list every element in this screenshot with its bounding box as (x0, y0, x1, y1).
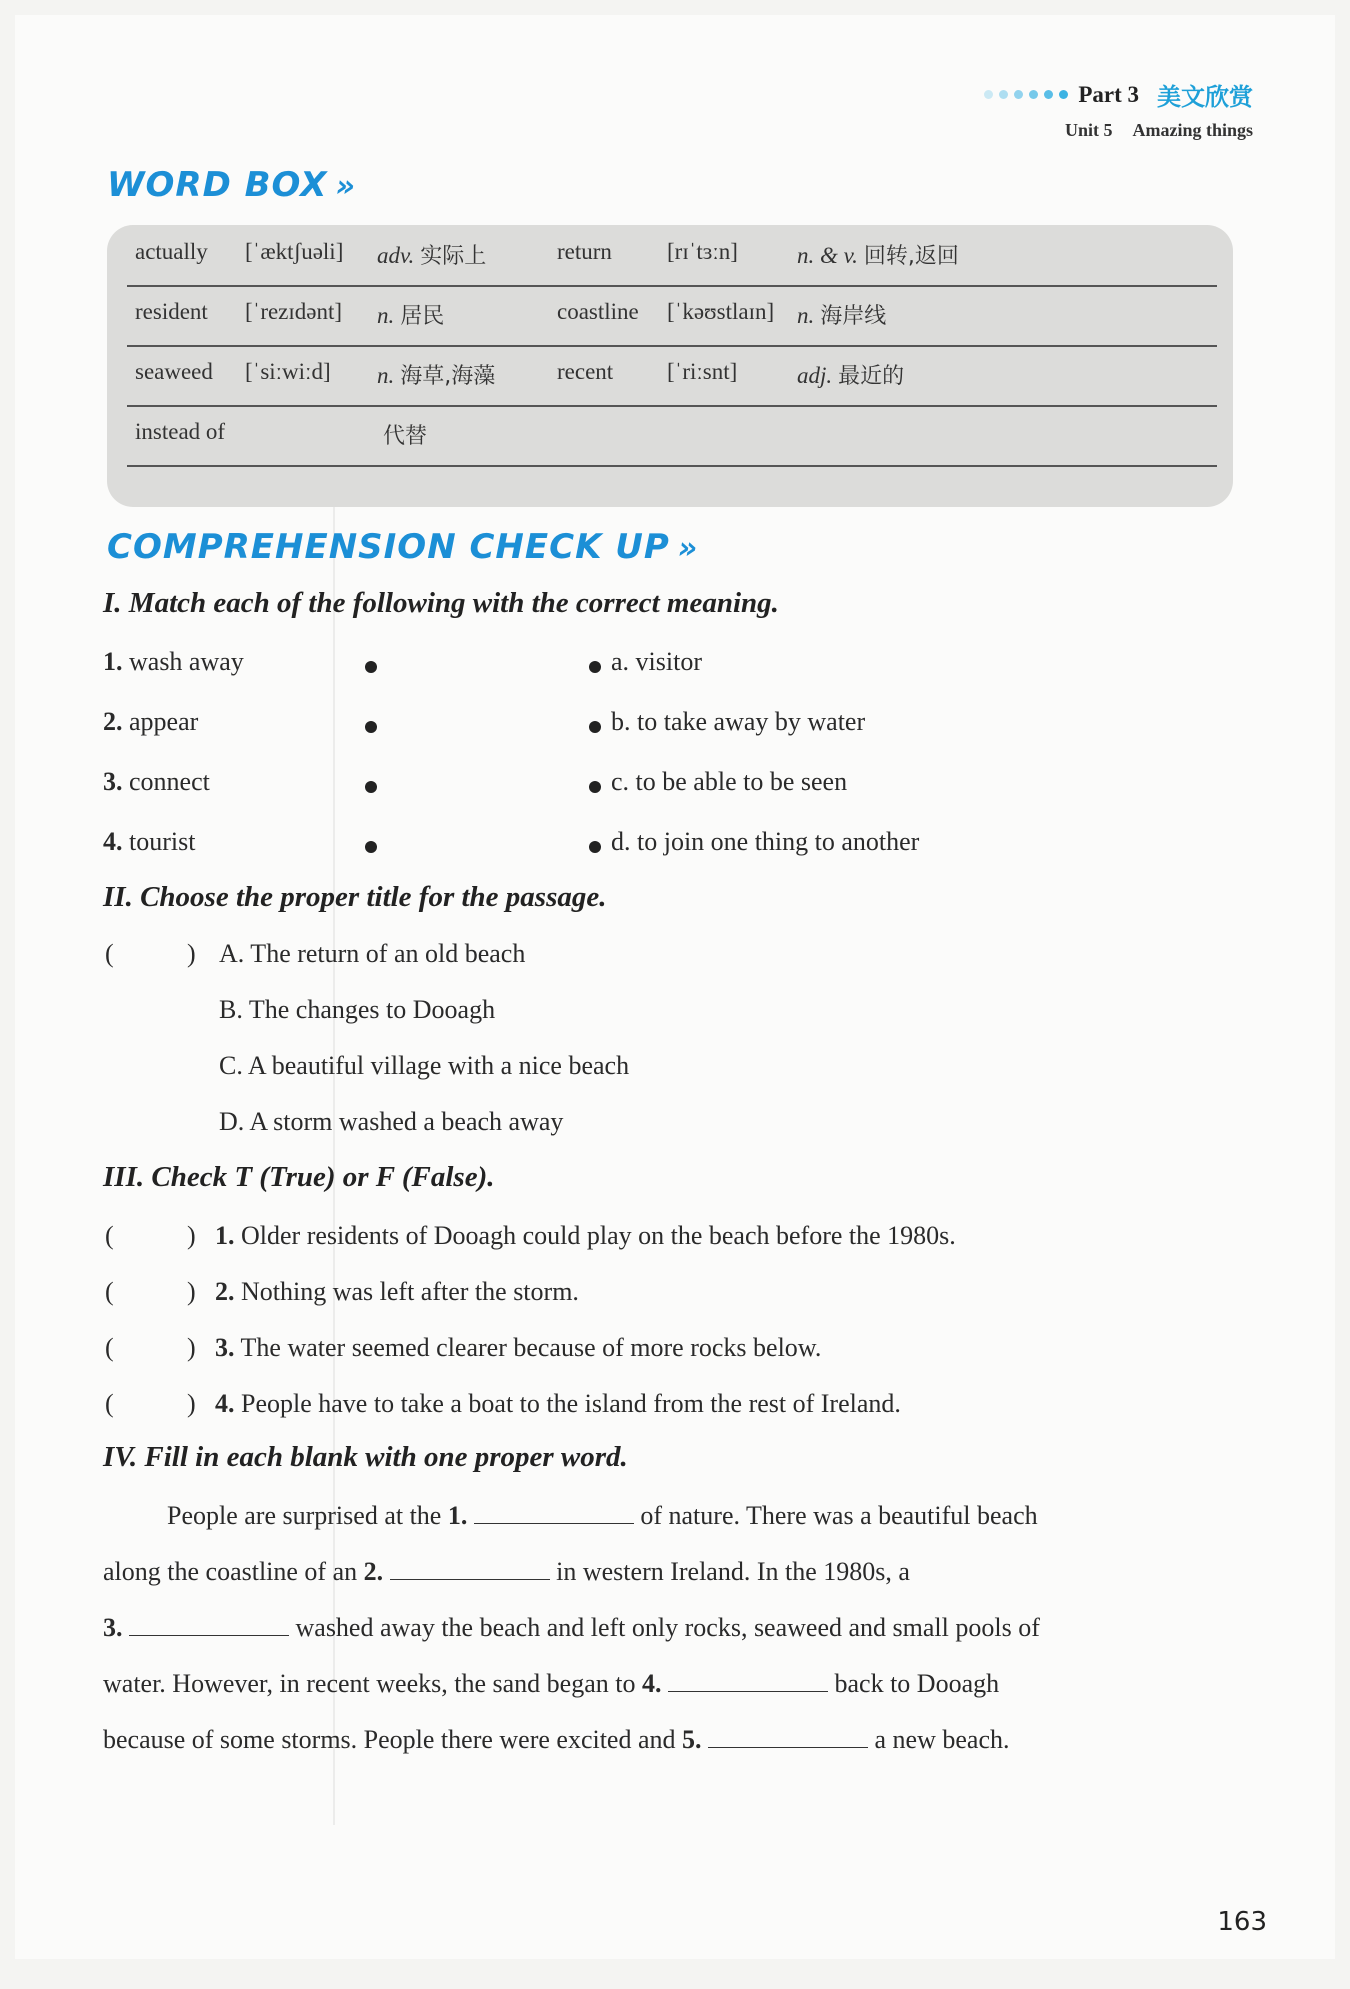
passage-line: People are surprised at the 1. of nature. There was a beautiful beach (167, 1501, 1038, 1530)
phonetic: [ˈsiːwiːd] (245, 359, 331, 384)
phonetic: [ˈæktʃuəli] (245, 239, 344, 264)
fill-blank-1[interactable] (474, 1501, 634, 1524)
answer-paren-open[interactable]: ( (105, 939, 114, 968)
exercise-2-title: II. Choose the proper title for the passage. (103, 881, 607, 913)
word: instead of (135, 419, 226, 444)
definition: adv. 实际上 (377, 243, 487, 269)
word-row (127, 405, 1217, 467)
definition: 代替 (383, 424, 428, 449)
answer-paren-open[interactable]: ( (105, 1277, 114, 1306)
comprehension-heading: COMPREHENSION CHECK UP » (107, 527, 699, 567)
fill-blank-5[interactable] (708, 1725, 868, 1748)
fill-blank-2[interactable] (390, 1557, 550, 1580)
word: resident (135, 299, 208, 324)
answer-paren-open[interactable]: ( (105, 1333, 114, 1362)
option: B. The changes to Dooagh (219, 995, 496, 1024)
match-dot-left[interactable] (365, 661, 377, 673)
match-left-item: 4. tourist (103, 827, 196, 856)
word: return (557, 239, 612, 264)
answer-paren-close[interactable]: ) (187, 1389, 196, 1418)
answer-paren-open[interactable]: ( (105, 1389, 114, 1418)
word: seaweed (135, 359, 213, 384)
phonetic: [ˈrezɪdənt] (245, 299, 343, 324)
passage-line: along the coastline of an 2. in western Ireland. In the 1980s, a (103, 1557, 910, 1586)
fill-blank-3[interactable] (129, 1613, 289, 1636)
answer-paren-close[interactable]: ) (187, 1221, 196, 1250)
match-right-item: b. to take away by water (611, 707, 866, 736)
match-dot-left[interactable] (365, 721, 377, 733)
exercise-3-title: III. Check T (True) or F (False). (103, 1161, 495, 1193)
definition: n. & v. 回转,返回 (797, 243, 959, 269)
part-title: 美文欣赏 (1157, 83, 1253, 111)
match-left-item: 2. appear (103, 707, 199, 736)
word: actually (135, 239, 208, 264)
match-dot-left[interactable] (365, 841, 377, 853)
definition: adj. 最近的 (797, 363, 905, 389)
match-right-item: d. to join one thing to another (611, 827, 920, 856)
definition: n. 海草,海藻 (377, 363, 496, 389)
answer-paren-close[interactable]: ) (187, 1333, 196, 1362)
answer-paren-close[interactable]: ) (187, 939, 196, 968)
textbook-page (15, 15, 1335, 1959)
match-dot-right[interactable] (589, 841, 601, 853)
match-left-item: 1. wash away (103, 647, 244, 676)
unit-label: Unit 5 (1064, 120, 1113, 140)
option: C. A beautiful village with a nice beach (219, 1051, 630, 1080)
unit-title: Amazing things (1132, 120, 1253, 140)
chevron-right-icon: » (677, 531, 699, 566)
match-right-item: c. to be able to be seen (611, 767, 848, 796)
match-dot-right[interactable] (589, 721, 601, 733)
word: coastline (557, 299, 639, 324)
answer-paren-close[interactable]: ) (187, 1277, 196, 1306)
phonetic: [ˈkəʊstlaɪn] (667, 299, 775, 324)
page-header (984, 77, 1253, 141)
fill-blank-4[interactable] (668, 1669, 828, 1692)
phonetic: [rɪˈtɜːn] (667, 239, 738, 264)
word-box-heading: WORD BOX » (107, 165, 356, 205)
tf-item: 2. Nothing was left after the storm. (215, 1277, 579, 1306)
dots-decoration-icon (984, 90, 1068, 99)
option: A. The return of an old beach (219, 939, 526, 968)
match-dot-right[interactable] (589, 661, 601, 673)
match-left-item: 3. connect (103, 767, 210, 796)
passage-line: because of some storms. People there were excited and 5. a new beach. (103, 1725, 1010, 1754)
chevron-right-icon: » (335, 169, 356, 204)
word-row (127, 225, 1217, 287)
match-dot-left[interactable] (365, 781, 377, 793)
answer-paren-open[interactable]: ( (105, 1221, 114, 1250)
part-label: Part 3 (1078, 81, 1139, 107)
page-number: 163 (1217, 1907, 1267, 1937)
exercise-4-title: IV. Fill in each blank with one proper word. (103, 1441, 628, 1473)
passage-line: 3. washed away the beach and left only rocks, seaweed and small pools of (103, 1613, 1040, 1642)
word-row (127, 285, 1217, 347)
tf-item: 4. People have to take a boat to the island from the rest of Ireland. (215, 1389, 901, 1418)
exercise-1-title: I. Match each of the following with the correct meaning. (103, 587, 779, 619)
word-row (127, 345, 1217, 407)
word: recent (557, 359, 614, 384)
passage-line: water. However, in recent weeks, the sand began to 4. back to Dooagh (103, 1669, 1000, 1698)
option: D. A storm washed a beach away (219, 1107, 564, 1136)
match-dot-right[interactable] (589, 781, 601, 793)
tf-item: 1. Older residents of Dooagh could play on the beach before the 1980s. (215, 1221, 956, 1250)
definition: n. 海岸线 (797, 303, 887, 329)
definition: n. 居民 (377, 303, 445, 329)
word-box-table (107, 225, 1233, 507)
tf-item: 3. The water seemed clearer because of more rocks below. (215, 1333, 822, 1362)
phonetic: [ˈriːsnt] (667, 359, 738, 384)
match-right-item: a. visitor (611, 647, 702, 676)
